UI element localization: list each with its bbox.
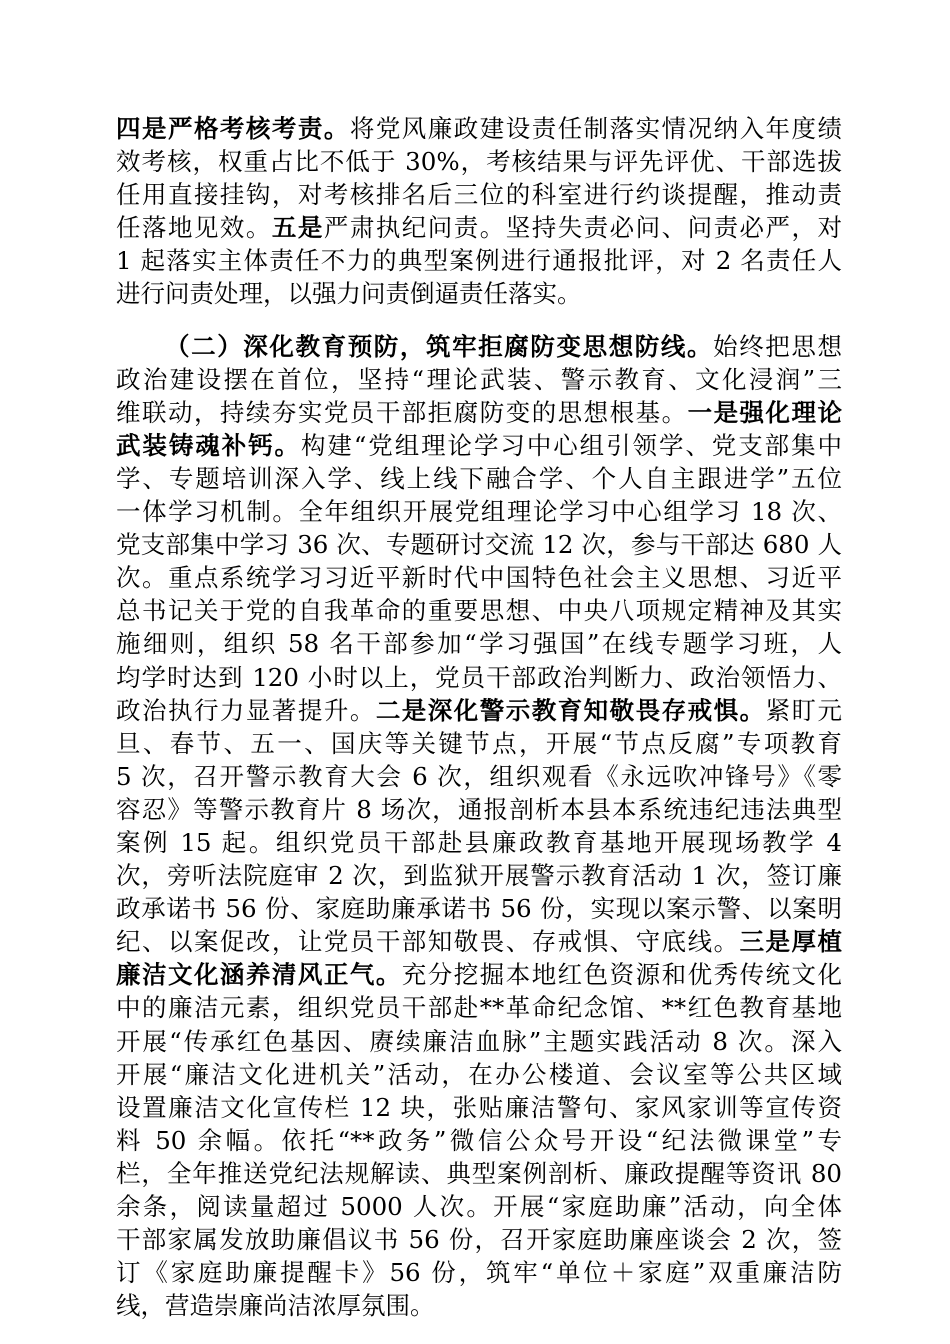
text-line (116, 429, 842, 462)
body-text: 效考核，权重占比不低于 30%，考核结果与评先评优、干部选拔 (116, 147, 842, 177)
text-line (116, 112, 842, 145)
body-text: 施细则，组织 58 名干部参加“学习强国”在线专题学习班，人 (116, 629, 842, 659)
body-text: 料 50 余幅。依托“**政务”微信公众号开设“纪法微课堂”专 (116, 1125, 842, 1155)
body-text: 一体学习机制。全年组织开展党组理论学习中心组学习 18 次、 (116, 497, 842, 527)
text-line (116, 1289, 842, 1322)
body-text: 容忍》等警示教育片 8 场次，通报剖析本县本系统违纪违法典型 (116, 794, 842, 824)
text-line (116, 561, 842, 594)
bold-heading-text: 二是深化警示教育知敬畏存戒惧。 (375, 695, 766, 725)
body-text: 1 起落实主体责任不力的典型案例进行通报批评，对 2 名责任人 (116, 246, 842, 276)
body-text: 中的廉洁元素，组织党员干部赴**革命纪念馆、**红色教育基地 (116, 993, 842, 1023)
body-text: 充分挖掘本地红色资源和优秀传统文化 (401, 960, 842, 990)
text-line (116, 1091, 842, 1124)
body-text: 学、专题培训深入学、线上线下融合学、个人自主跟进学”五位 (116, 463, 842, 493)
text-line (116, 244, 842, 277)
bold-heading-text: 五是 (271, 213, 324, 243)
text-line (116, 1058, 842, 1091)
text-line (116, 925, 842, 958)
body-text: 开展“廉洁文化进机关”活动，在办公楼道、会议室等公共区域 (116, 1059, 842, 1089)
text-line (116, 991, 842, 1024)
text-line (116, 793, 842, 826)
text-line (116, 528, 842, 561)
paragraph-spacer (116, 311, 842, 330)
body-text: 次，旁听法院庭审 2 次，到监狱开展警示教育活动 1 次，签订廉 (116, 861, 842, 891)
body-text: 线，营造崇廉尚洁浓厚氛围。 (116, 1291, 435, 1321)
text-line (116, 760, 842, 793)
body-text: 次。重点系统学习习近平新时代中国特色社会主义思想、习近平 (116, 563, 842, 593)
body-text: 政治建设摆在首位，坚持“理论武装、警示教育、文化浸润”三 (116, 364, 842, 394)
text-line (116, 396, 842, 429)
body-text: 栏，全年推送党纪法规解读、典型案例剖析、廉政提醒等资讯 80 (116, 1158, 842, 1188)
bold-heading-text: 一是强化理论 (687, 397, 843, 427)
body-text: 纪、以案促改，让党员干部知敬畏、存戒惧、守底线。 (116, 927, 740, 957)
body-text: 始终把思想 (713, 331, 843, 361)
body-text: 政治执行力显著提升。 (116, 695, 376, 725)
body-text: 政承诺书 56 份、家庭助廉承诺书 56 份，实现以案示警、以案明 (116, 894, 842, 924)
text-line (116, 594, 842, 627)
body-text: 旦、春节、五一、国庆等关键节点，开展“节点反腐”专项教育 (116, 728, 842, 758)
text-line (116, 826, 842, 859)
text-line (116, 145, 842, 178)
text-line (116, 1157, 842, 1190)
bold-heading-text: （二）深化教育预防，筑牢拒腐防变思想防线。 (165, 331, 714, 361)
text-line (116, 211, 842, 244)
body-text: 5 次，召开警示教育大会 6 次，组织观看《永远吹冲锋号》《零 (116, 761, 842, 791)
text-line (116, 958, 842, 991)
body-text: 干部家属发放助廉倡议书 56 份，召开家庭助廉座谈会 2 次，签 (116, 1225, 842, 1255)
text-line (116, 1256, 842, 1289)
document-page (116, 112, 842, 1322)
text-line (116, 1025, 842, 1058)
paragraph-strict-assessment (116, 112, 842, 311)
body-text: 案例 15 起。组织党员干部赴县廉政教育基地开展现场教学 4 (116, 827, 842, 857)
paragraph-education-prevention (116, 330, 842, 1323)
text-line (116, 277, 842, 310)
body-text: 将党风廉政建设责任制落实情况纳入年度绩 (349, 114, 843, 143)
text-line (116, 661, 842, 694)
text-line (116, 859, 842, 892)
text-line (116, 1190, 842, 1223)
text-line (116, 1223, 842, 1256)
body-text: 党支部集中学习 36 次、专题研讨交流 12 次，参与干部达 680 人 (116, 530, 842, 560)
body-text: 进行问责处理，以强力问责倒逼责任落实。 (116, 279, 582, 309)
text-line (116, 330, 842, 363)
body-text: 维联动，持续夯实党员干部拒腐防变的思想根基。 (116, 397, 688, 427)
bold-heading-text: 武装铸魂补钙。 (116, 430, 301, 460)
text-line (116, 1124, 842, 1157)
body-text: 余条，阅读量超过 5000 人次。开展“家庭助廉”活动，向全体 (116, 1192, 842, 1221)
body-text: 严肃执纪问责。坚持失责必问、问责必严，对 (323, 213, 843, 243)
body-text: 均学时达到 120 小时以上，党员干部政治判断力、政治领悟力、 (116, 662, 842, 692)
body-text: 总书记关于党的自我革命的重要思想、中央八项规定精神及其实 (116, 596, 842, 626)
bold-heading-text: 三是厚植 (739, 927, 843, 957)
body-text: 设置廉洁文化宣传栏 12 块，张贴廉洁警句、家风家训等宣传资 (116, 1092, 842, 1122)
body-text: 任用直接挂钩，对考核排名后三位的科室进行约谈提醒，推动责 (116, 180, 842, 210)
body-text: 任落地见效。 (116, 213, 272, 243)
body-text: 开展“传承红色基因、赓续廉洁血脉”主题实践活动 8 次。深入 (116, 1026, 842, 1056)
text-line (116, 178, 842, 211)
body-text: 紧盯元 (765, 695, 843, 725)
text-line (116, 363, 842, 396)
bold-heading-text: 廉洁文化涵养清风正气。 (116, 960, 402, 990)
bold-heading-text: 四是严格考核考责。 (116, 114, 350, 143)
text-line (116, 495, 842, 528)
body-text: 订《家庭助廉提醒卡》56 份，筑牢“单位＋家庭”双重廉洁防 (116, 1258, 842, 1288)
body-text: 构建“党组理论学习中心组引领学、党支部集中 (300, 430, 843, 460)
text-line (116, 892, 842, 925)
text-line (116, 462, 842, 495)
text-line (116, 694, 842, 727)
text-line (116, 627, 842, 660)
text-line (116, 727, 842, 760)
